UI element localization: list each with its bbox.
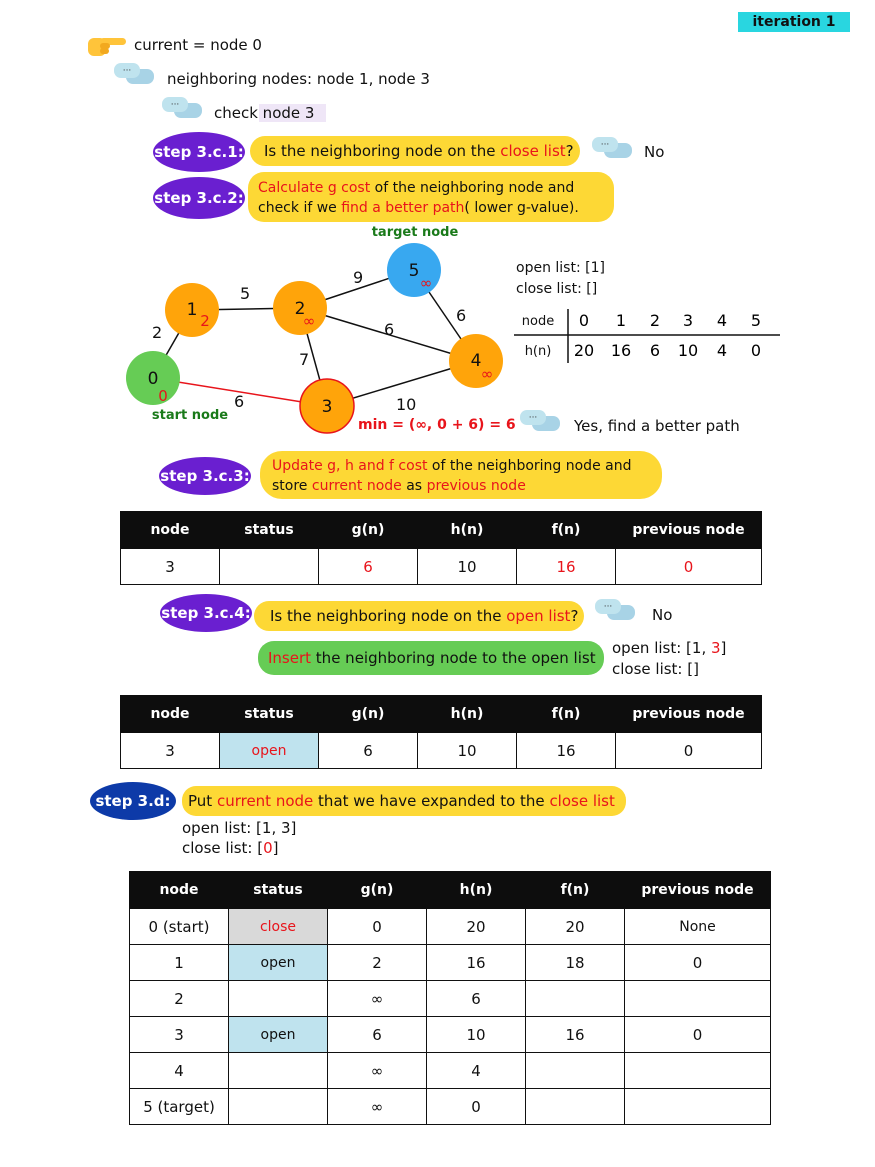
edge-weight: 9: [353, 268, 364, 287]
svg-text:0: 0: [750, 341, 762, 360]
svg-text:1: 1: [186, 300, 198, 320]
svg-text:···: ···: [122, 66, 132, 76]
open-list-top: open list: [1]: [516, 260, 605, 276]
svg-text:2: 2: [649, 311, 661, 330]
node-table-step3c4: [120, 695, 762, 769]
min-formula: min = (∞, 0 + 6) = 6: [358, 417, 516, 433]
svg-text:16: 16: [610, 341, 632, 360]
open-list-c4: open list: [1, 3]: [612, 639, 727, 657]
svg-text:h(n): h(n): [524, 344, 552, 359]
step-3c1-badge: step 3.c.1:: [153, 132, 245, 172]
speech-bubble-icon: [112, 62, 156, 90]
step-3d-badge: step 3.d:: [90, 782, 176, 820]
table-row: 3 open 6 10 16 0: [130, 1017, 771, 1053]
svg-text:5: 5: [750, 311, 762, 330]
step-3c3-badge: step 3.c.3:: [159, 457, 251, 495]
insert-open-list-pill: Insert the neighboring node to the open list: [258, 641, 604, 675]
edge-weight: 6: [456, 306, 467, 325]
step-3c2-badge: step 3.c.2:: [153, 177, 245, 219]
table-row: 5 (target) ∞ 0: [130, 1089, 771, 1125]
open-list-3d: open list: [1, 3]: [182, 819, 297, 837]
edge-weight: 10: [396, 395, 417, 414]
graph-diagram: [110, 220, 520, 440]
edge-weight: 6: [384, 320, 395, 339]
svg-text:4: 4: [716, 311, 728, 330]
step-3c2-text: Calculate g cost of the neighboring node and check if we find a better path( lower g-value).: [248, 172, 614, 222]
table-row: 3 6 10 16 0: [121, 549, 762, 585]
step-3c4-answer: No: [652, 606, 673, 624]
svg-text:0: 0: [158, 387, 168, 405]
svg-text:6: 6: [649, 341, 661, 360]
step-3c3-text: Update g, h and f cost of the neighboring node and store current node as previous node: [260, 451, 662, 499]
neighbors-line: neighboring nodes: node 1, node 3: [167, 70, 430, 88]
speech-bubble-icon: [590, 136, 634, 164]
node-3: [300, 379, 354, 433]
edge-weight: 7: [299, 350, 310, 369]
speech-bubble-icon: [593, 598, 637, 626]
heuristic-table: [510, 305, 785, 367]
svg-text:∞: ∞: [480, 365, 494, 383]
speech-bubble-icon: [518, 409, 562, 437]
node-1: [165, 283, 219, 337]
pointing-hand-icon: [86, 30, 128, 60]
node-0: [126, 351, 180, 405]
svg-text:···: ···: [170, 100, 180, 110]
node-5: [387, 243, 441, 297]
svg-text:∞: ∞: [419, 274, 433, 292]
svg-text:4: 4: [470, 351, 482, 371]
node-4: [449, 334, 503, 388]
table-header-row: node status g(n) h(n) f(n) previous node: [121, 512, 762, 549]
svg-text:3: 3: [682, 311, 694, 330]
svg-text:node: node: [521, 314, 555, 329]
table-row: 2 ∞ 6: [130, 981, 771, 1017]
svg-text:20: 20: [573, 341, 595, 360]
table-row: 0 (start) close 0 20 20 None: [130, 909, 771, 945]
step-3c4-badge: step 3.c.4:: [160, 594, 252, 632]
step-3c1-question: Is the neighboring node on the close list?: [250, 136, 580, 166]
svg-text:10: 10: [677, 341, 699, 360]
svg-text:4: 4: [716, 341, 728, 360]
svg-text:···: ···: [528, 413, 538, 423]
table-header-row: node status g(n) h(n) f(n) previous node: [121, 696, 762, 733]
speech-bubble-icon: [160, 96, 204, 124]
status-badge: open: [229, 945, 328, 981]
edge-weight: 5: [240, 284, 251, 303]
svg-text:0: 0: [147, 369, 159, 389]
node-2: [273, 281, 327, 335]
svg-text:1: 1: [615, 311, 627, 330]
node-table-final: [129, 871, 771, 1125]
status-badge: open: [220, 733, 319, 769]
svg-text:3: 3: [321, 397, 333, 417]
edge-weight: 2: [152, 323, 163, 342]
table-header-row: node status g(n) h(n) f(n) previous node: [130, 872, 771, 909]
current-node-line: current = node 0: [134, 36, 262, 54]
svg-text:∞: ∞: [302, 312, 316, 330]
svg-text:5: 5: [408, 261, 420, 281]
table-row: 3 open 6 10 16 0: [121, 733, 762, 769]
close-list-c4: close list: []: [612, 660, 699, 678]
target-node-label: target node: [371, 225, 459, 240]
check-node-line: check node 3: [214, 104, 326, 122]
edge-weight: 6: [234, 392, 245, 411]
step-3d-text: Put current node that we have expanded to the close list: [182, 786, 626, 816]
iteration-badge: iteration 1: [738, 12, 850, 32]
close-list-top: close list: []: [516, 281, 598, 297]
node-table-step3c3: [120, 511, 762, 585]
status-badge: close: [229, 909, 328, 945]
step-3c1-answer: No: [644, 143, 665, 161]
svg-text:···: ···: [600, 140, 610, 150]
table-row: 4 ∞ 4: [130, 1053, 771, 1089]
table-row: 1 open 2 16 18 0: [130, 945, 771, 981]
better-path-answer: Yes, find a better path: [574, 417, 740, 435]
start-node-label: start node: [151, 408, 229, 423]
close-list-3d: close list: [0]: [182, 839, 279, 857]
svg-text:2: 2: [200, 312, 210, 330]
svg-text:0: 0: [578, 311, 590, 330]
svg-text:···: ···: [603, 602, 613, 612]
step-3c4-question: Is the neighboring node on the open list?: [254, 601, 584, 631]
status-badge: open: [229, 1017, 328, 1053]
svg-text:2: 2: [294, 299, 306, 319]
